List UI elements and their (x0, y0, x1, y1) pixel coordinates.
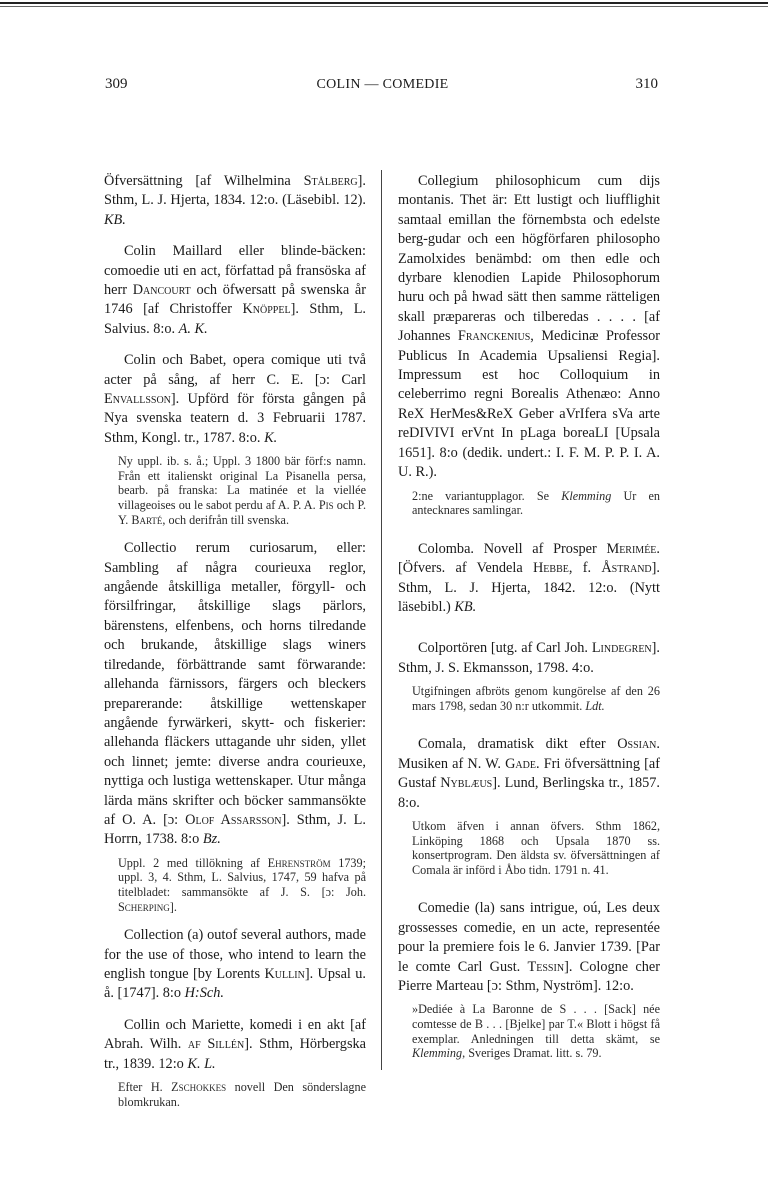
small-caps-name: Envallsson (104, 391, 171, 408)
catalog-entry (398, 540, 660, 618)
text-run: Utkom äfven i annan öfvers. Sthm 1862, Linköping 1868 och Upsala 1870 ss. konsertprogram. Den äldsta sv. öfversättningen af Comala är införd i Åbo tidn. 1791 n. 41. (412, 818, 660, 877)
entry-text (104, 926, 366, 1004)
text-run: och öfwersatt på swenska år 1746 [af Christoffer (104, 282, 367, 318)
text-run: Efter H. (118, 1079, 172, 1094)
column-divider (381, 170, 382, 1070)
text-run: ]. Sthm, Hörbergska tr., 1839. 12:o (104, 1036, 367, 1072)
catalog-entry (104, 926, 366, 1004)
text-run: ]. Sthm, L. Salvius. 8:o. (104, 301, 367, 337)
small-caps-name: Gade (505, 755, 536, 772)
small-caps-name: Barté (131, 512, 163, 527)
text-run: Utgifningen afbröts genom kungörelse af den 26 mars 1798, sedan 30 n:r utkommit. (412, 684, 660, 713)
entry-note (412, 1002, 660, 1060)
text-run: , Sveriges Dramat. litt. s. 79. (462, 1046, 602, 1061)
italic-text: Klemming (561, 488, 612, 503)
small-caps-name: Åstrand (601, 560, 652, 577)
italic-text: K. L. (187, 1055, 216, 1072)
text-run: Uppl. 2 med tillökning af (118, 855, 268, 870)
top-border-rule-thin (0, 6, 768, 7)
entry-text (104, 1016, 366, 1074)
italic-text: Klemming (412, 1046, 463, 1061)
text-run: Ur en antecknares samlingar. (412, 488, 660, 518)
catalog-entry (104, 351, 366, 527)
text-run: ]. Sthm, J. S. Ekmansson, 1798. 4:o. (398, 640, 660, 676)
small-caps-name: Lindegren (591, 640, 652, 657)
small-caps-name: Merimée (606, 540, 657, 557)
entry-text (398, 172, 660, 483)
small-caps-name: af Sillén (187, 1036, 245, 1053)
italic-text: Bz. (202, 831, 221, 848)
catalog-entry (104, 242, 366, 339)
text-run: 2:ne variantupplagor. Se (412, 488, 562, 503)
small-caps-name: Stålberg (303, 173, 358, 189)
text-run: . Musiken af N. W. (398, 736, 660, 772)
text-run: ]. Sthm, L. J. Hjerta, 1842. 12:o. (Nytt läsebibl.) (398, 560, 661, 615)
text-run: Ny uppl. ib. s. å.; Uppl. 3 1800 bär förf:s namn. Från ett italienskt original La Pisanella persa, bearb. på franska: La matinée et la viellée villageoises ou le sabot perdu af A. P. A. (118, 454, 366, 513)
italic-text: A. K. (178, 320, 208, 337)
page-number-left: 309 (105, 76, 128, 92)
text-run: novell Den sönderslagne blomkrukan. (118, 1079, 366, 1109)
small-caps-name: Knöppel (242, 301, 291, 318)
page-header (105, 76, 660, 96)
entry-note (118, 1080, 366, 1109)
small-caps-name: Olof Assarsson (185, 811, 282, 828)
entry-note (412, 684, 660, 713)
small-caps-name: Ehrenström (267, 855, 331, 870)
text-run: ]. Upsal u. å. [1747]. 8:o (104, 965, 366, 1002)
entry-text (398, 899, 660, 996)
entry-note (412, 489, 660, 518)
text-run: . [Öfvers. af Vendela (398, 540, 660, 577)
small-caps-name: Pis (318, 498, 334, 513)
text-run: ]. Lund, Berlingska tr., 1857. 8:o. (398, 775, 660, 811)
text-run: Colomba. Novell af Prosper (418, 540, 607, 557)
page-number-right: 310 (635, 76, 658, 92)
entry-note (412, 819, 660, 877)
catalog-entry (104, 172, 366, 230)
entry-text (104, 351, 366, 448)
text-run: , och derifrån till svenska. (162, 512, 289, 527)
small-caps-name: Hebbe (532, 560, 569, 577)
entry-text (398, 735, 660, 813)
text-run: Comedie (la) sans intrigue, oú, Les deux grossesses comedie, en un acte, representée pour la premiere fois le 6. Janvier 1739. [Par le comte Carl Gust. (398, 900, 660, 975)
text-run: . Fri öfversättning [af Gustaf (398, 755, 660, 792)
italic-text: H:Sch. (184, 985, 224, 1002)
entry-note (118, 856, 366, 914)
text-run: Colportören [utg. af Carl Joh. (418, 640, 592, 657)
catalog-entry (398, 735, 660, 877)
italic-text: Ldt. (585, 698, 605, 713)
text-run: Comala, dramatisk dikt efter (418, 736, 618, 753)
text-run: ]. Sthm, J. L. Horrn, 1738. 8:o (104, 811, 366, 848)
text-run: , Medicinæ Professor Publicus In Academia Upsaliensi Regia]. Impressum est hoc Colloquium in celeberrimo regni Borealis Athenæo: Anno ReX HerMes&ReX Geber aVrIfera sVa arte reDIVIVI erVnt In pLaga boreaLI [Upsala 1651]. 8:o (dedik. undert.: I. F. M. P. P. I. A. U. R.). (398, 328, 660, 481)
running-title: COLIN — COMEDIE (316, 77, 449, 92)
entry-note (118, 454, 366, 527)
catalog-entry (398, 899, 660, 1060)
text-run: 1739; uppl. 3, 4. Sthm, L. Salvius, 1747, 59 hafva på titelbladet: sammansökte af J. S. [ɔ: Joh. (118, 855, 366, 899)
text-run: ]. (169, 899, 177, 914)
left-column (104, 172, 366, 1121)
catalog-entry (398, 172, 660, 518)
small-caps-name: Franckenius (457, 328, 531, 345)
small-caps-name: Dancourt (132, 282, 191, 299)
italic-text: KB. (104, 211, 126, 228)
text-run: Collection (a) outof several authors, made for the use of those, who intend to learn the english tongue [by Lorents (104, 927, 366, 982)
catalog-entry (104, 539, 366, 914)
text-run: ]. Upförd för första gången på Nya svenska teatern d. 3 Februarii 1787. Sthm, Kongl. tr., 1787. 8:o. (104, 391, 366, 446)
text-run: , f. (568, 560, 602, 577)
small-caps-name: Scherping (118, 899, 170, 914)
text-run: ]. Cologne cher Pierre Marteau [ɔ: Sthm, Nyström]. 12:o. (398, 958, 660, 994)
entry-text (398, 540, 660, 618)
small-caps-name: Zschokkes (171, 1079, 227, 1094)
italic-text: K. (264, 429, 278, 446)
right-column (398, 172, 660, 1083)
text-run: »Dediée à La Baronne de S . . . [Sack] née comtesse de B . . . [Bjelke] par T.« Blott i högst få exemplar. Anledningen till detta skämt, se (412, 1002, 660, 1046)
text-run: ]. Sthm, L. J. Hjerta, 1834. 12:o. (Läsebibl. 12). (104, 173, 366, 209)
small-caps-name: Kullin (264, 965, 305, 982)
catalog-entry (104, 1016, 366, 1109)
top-border-rule (0, 2, 768, 4)
small-caps-name: Tessin (527, 958, 565, 975)
text-run: Collegium philosophicum cum dijs montanis. Thet är: Ett lustigt och liufflighit samtaal emillan the förnembsta och edelste berg-gudar och een högförfaren philosopho Zamolxides benämbd: om then edle och dyrbare klenodien Lapide Philosophorum huru och på hwad sätt then samme rätteligen skall præpareras och tilberedas . . . . [af Johannes (398, 173, 660, 345)
entry-text (398, 639, 660, 678)
text-run: Colin och Babet, opera comique uti två acter på sång, af herr C. E. [ɔ: Carl (104, 352, 366, 388)
entry-text (104, 539, 366, 850)
small-caps-name: Ossian (617, 736, 657, 753)
text-run: Collectio rerum curiosarum, eller: Sambling af några courieuxa reglor, angående åtskilliga metaller, förgyll- och försilfringar, åtskillige slags pärlors, bärenstens, elfenbens, och horns tilredande och brukande, åtskillige slags winers tilredande, förbättrande samt förwarande: allehanda färnissors, färgers och bleckers preparerande: åtskillige wettenskaper angående fyrwärkeri, skytt- och fiskerier: allehanda fläckers uttagande uhr siden, yllet och linnet; jemte: diverse andra courieuxe, nyttiga och lustiga wettenskaper. Utur många lärda mäns skrifter och böcker sammansökte af O. A. [ɔ: (104, 540, 366, 828)
italic-text: KB. (454, 598, 477, 615)
entry-text (104, 172, 366, 230)
catalog-entry (398, 639, 660, 713)
entry-text (104, 242, 366, 339)
text-run: Öfversättning [af Wilhelmina (104, 173, 304, 189)
text-run: och P. Y. (118, 498, 366, 527)
text-run: Collin och Mariette, komedi i en akt [af Abrah. Wilh. (104, 1016, 366, 1053)
text-run: Colin Maillard eller blinde-bäcken: comoedie uti en act, författad på fransöska af herr (104, 243, 366, 299)
small-caps-name: Nyblæus (440, 775, 493, 792)
